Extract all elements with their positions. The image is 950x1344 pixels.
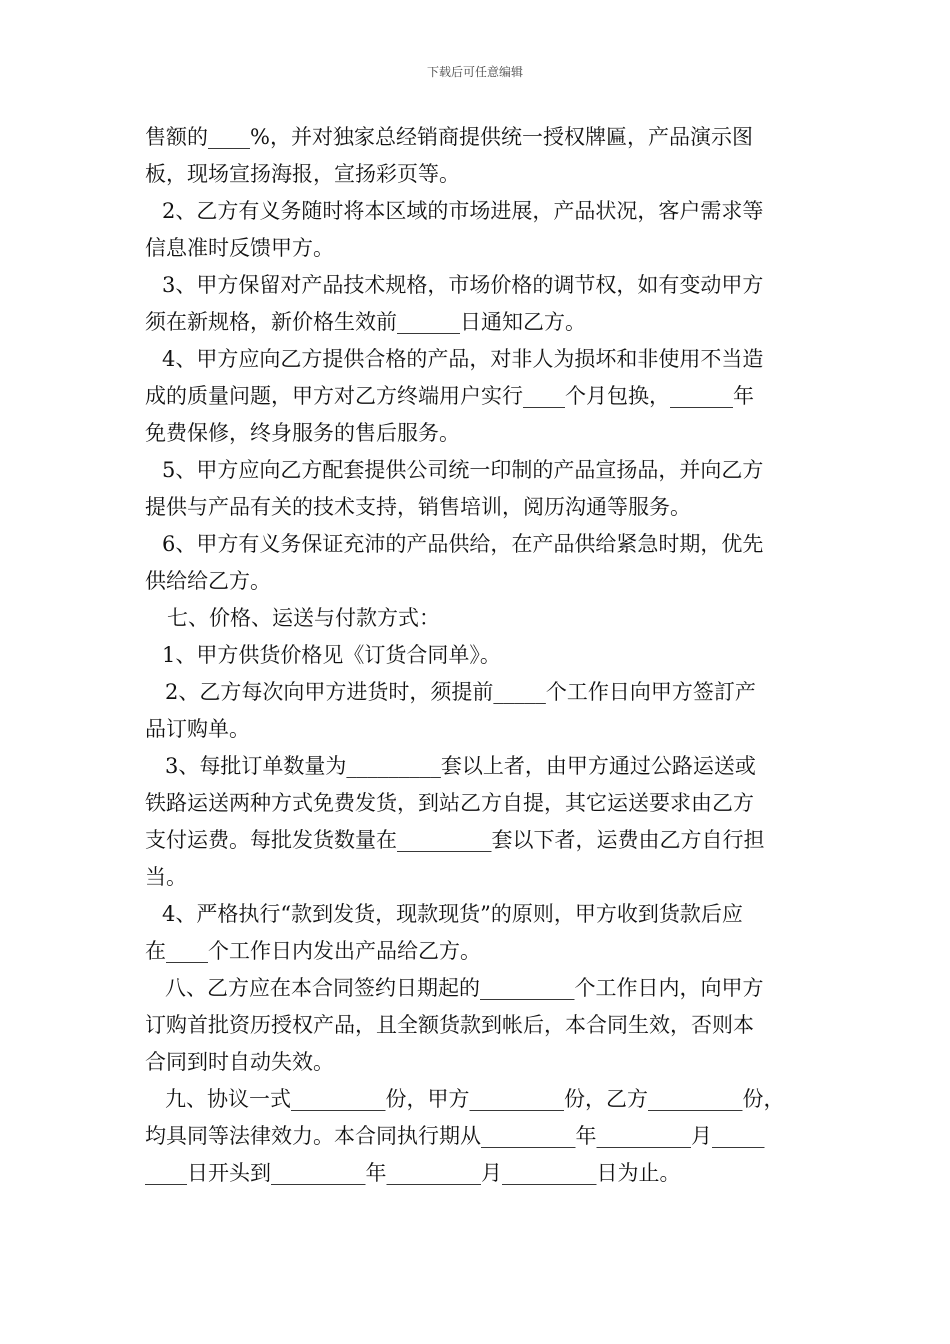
text-line: 免费保修，终身服务的售后服务。	[145, 421, 460, 445]
clause-7-2-line: 2、乙方每次向甲方进货时，须提前_____个工作日向甲方签訂产	[165, 680, 756, 704]
contract-body	[145, 119, 817, 1192]
clause-7-4-line: 4、严格执行“款到发货，现款现货”的原则，甲方收到货款后应	[162, 902, 743, 926]
clause-7-1-line: 1、甲方供货价格见《订货合同单》。	[162, 643, 501, 667]
text-line: 供给给乙方。	[145, 569, 271, 593]
page-header: 下载后可任意编辑	[426, 65, 523, 79]
text-line: 售额的____%，并对独家总经销商提供统一授权牌匾，产品演示图	[145, 125, 753, 149]
section-7-heading: 七、价格、运送与付款方式：	[167, 606, 440, 630]
text-line: 订购首批资历授权产品，且全额货款到帐后，本合同生效，否则本	[145, 1013, 754, 1037]
clause-3-line: 3、甲方保留对产品技术规格，市场价格的调节权，如有变动甲方	[162, 273, 764, 297]
text-line: 铁路运送两种方式免费发货，到站乙方自提，其它运送要求由乙方	[145, 791, 754, 815]
text-line: 品订购单。	[145, 717, 250, 741]
clause-7-3-line: 3、每批订单数量为_________套以上者，由甲方通过公路运送或	[165, 754, 756, 778]
text-line: 当。	[145, 865, 187, 889]
clause-2-line: 2、乙方有义务随时将本区域的市场进展，产品状况，客户需求等	[162, 199, 764, 223]
text-line: 提供与产品有关的技术支持，销售培训，阅历沟通等服务。	[145, 495, 691, 519]
text-line: 合同到时自动失效。	[145, 1050, 334, 1074]
section-8-line: 八、乙方应在本合同签约日期起的_________个工作日内，向甲方	[165, 976, 764, 1000]
text-line: 在____个工作日内发出产品给乙方。	[145, 939, 481, 963]
text-line: 均具同等法律效力。本合同执行期从_________年_________月_____	[145, 1124, 765, 1148]
text-line: 板，现场宣扬海报，宣扬彩页等。	[145, 162, 460, 186]
text-line: ____日开头到_________年_________月_________日为止。	[145, 1161, 681, 1185]
clause-6-line: 6、甲方有义务保证充沛的产品供给，在产品供给紧急时期，优先	[162, 532, 764, 556]
text-line: 须在新规格，新价格生效前______日通知乙方。	[145, 310, 586, 334]
text-line: 支付运费。每批发货数量在_________套以下者，运费由乙方自行担	[145, 828, 765, 852]
clause-4-line: 4、甲方应向乙方提供合格的产品，对非人为损坏和非使用不当造	[162, 347, 764, 371]
text-line: 成的质量问题，甲方对乙方终端用户实行____个月包换，______年	[145, 384, 754, 408]
section-9-line: 九、协议一式_________份，甲方_________份，乙方_________份，	[165, 1087, 785, 1111]
clause-5-line: 5、甲方应向乙方配套提供公司统一印制的产品宣扬品，并向乙方	[162, 458, 764, 482]
text-line: 信息准时反馈甲方。	[145, 236, 334, 260]
